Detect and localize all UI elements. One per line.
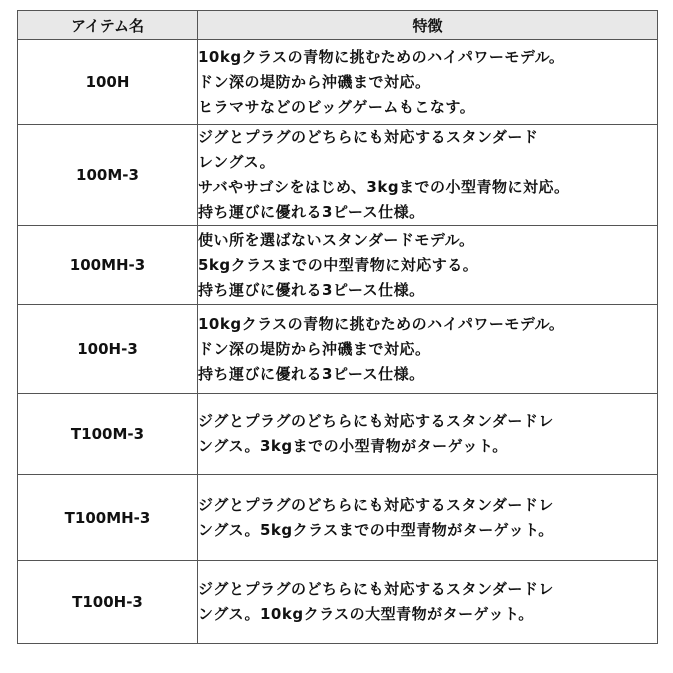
item-spec-table <box>17 10 658 644</box>
feature-line: ングス。10kgクラスの大型青物がターゲット。 <box>198 605 534 623</box>
feature-line: ジグとプラグのどちらにも対応するスタンダードレ <box>198 495 554 514</box>
item-name-cell: 100MH-3 <box>18 226 198 305</box>
table-row <box>18 226 658 305</box>
feature-line: ヒラマサなどのビッグゲームもこなす。 <box>198 97 476 116</box>
table-row <box>18 561 658 644</box>
feature-line: 10kgクラスの青物に挑むためのハイパワーモデル。 <box>198 314 565 333</box>
feature-line: ドン深の堤防から沖磯まで対応。 <box>198 72 431 91</box>
feature-line: ングス。3kgまでの小型青物がターゲット。 <box>198 437 508 455</box>
feature-line: 持ち運びに優れる3ピース仕様。 <box>198 280 425 299</box>
feature-line: 10kgクラスの青物に挑むためのハイパワーモデル。 <box>198 47 565 66</box>
feature-cell <box>198 394 658 475</box>
feature-line: ドン深の堤防から沖磯まで対応。 <box>198 339 431 358</box>
feature-cell <box>198 226 658 305</box>
feature-line: ングス。5kgクラスまでの中型青物がターゲット。 <box>198 520 554 539</box>
item-name-cell: T100MH-3 <box>18 475 198 561</box>
feature-cell <box>198 561 658 644</box>
item-name-cell: 100H-3 <box>18 305 198 394</box>
header-item-name: アイテム名 <box>18 11 198 40</box>
table-row <box>18 394 658 475</box>
feature-cell <box>198 125 658 226</box>
table-row <box>18 305 658 394</box>
feature-line: サバやサゴシをはじめ、3kgまでの小型青物に対応。 <box>198 178 570 196</box>
header-feature: 特徴 <box>198 11 658 40</box>
feature-line: 5kgクラスまでの中型青物に対応する。 <box>198 255 479 274</box>
table-row <box>18 40 658 125</box>
feature-line: レングス。 <box>198 153 276 171</box>
item-name-cell: 100H <box>18 40 198 125</box>
feature-cell <box>198 40 658 125</box>
feature-line: 持ち運びに優れる3ピース仕様。 <box>198 364 425 383</box>
item-name-cell: 100M-3 <box>18 125 198 226</box>
table-header-row <box>18 11 658 40</box>
feature-cell <box>198 475 658 561</box>
feature-cell <box>198 305 658 394</box>
feature-line: 使い所を選ばないスタンダードモデル。 <box>198 230 475 249</box>
feature-line: 持ち運びに優れる3ピース仕様。 <box>198 203 425 221</box>
feature-line: ジグとプラグのどちらにも対応するスタンダード <box>198 128 539 146</box>
feature-line: ジグとプラグのどちらにも対応するスタンダードレ <box>198 580 554 598</box>
table-row <box>18 475 658 561</box>
item-name-cell: T100M-3 <box>18 394 198 475</box>
table-row <box>18 125 658 226</box>
item-name-cell: T100H-3 <box>18 561 198 644</box>
feature-line: ジグとプラグのどちらにも対応するスタンダードレ <box>198 412 554 430</box>
